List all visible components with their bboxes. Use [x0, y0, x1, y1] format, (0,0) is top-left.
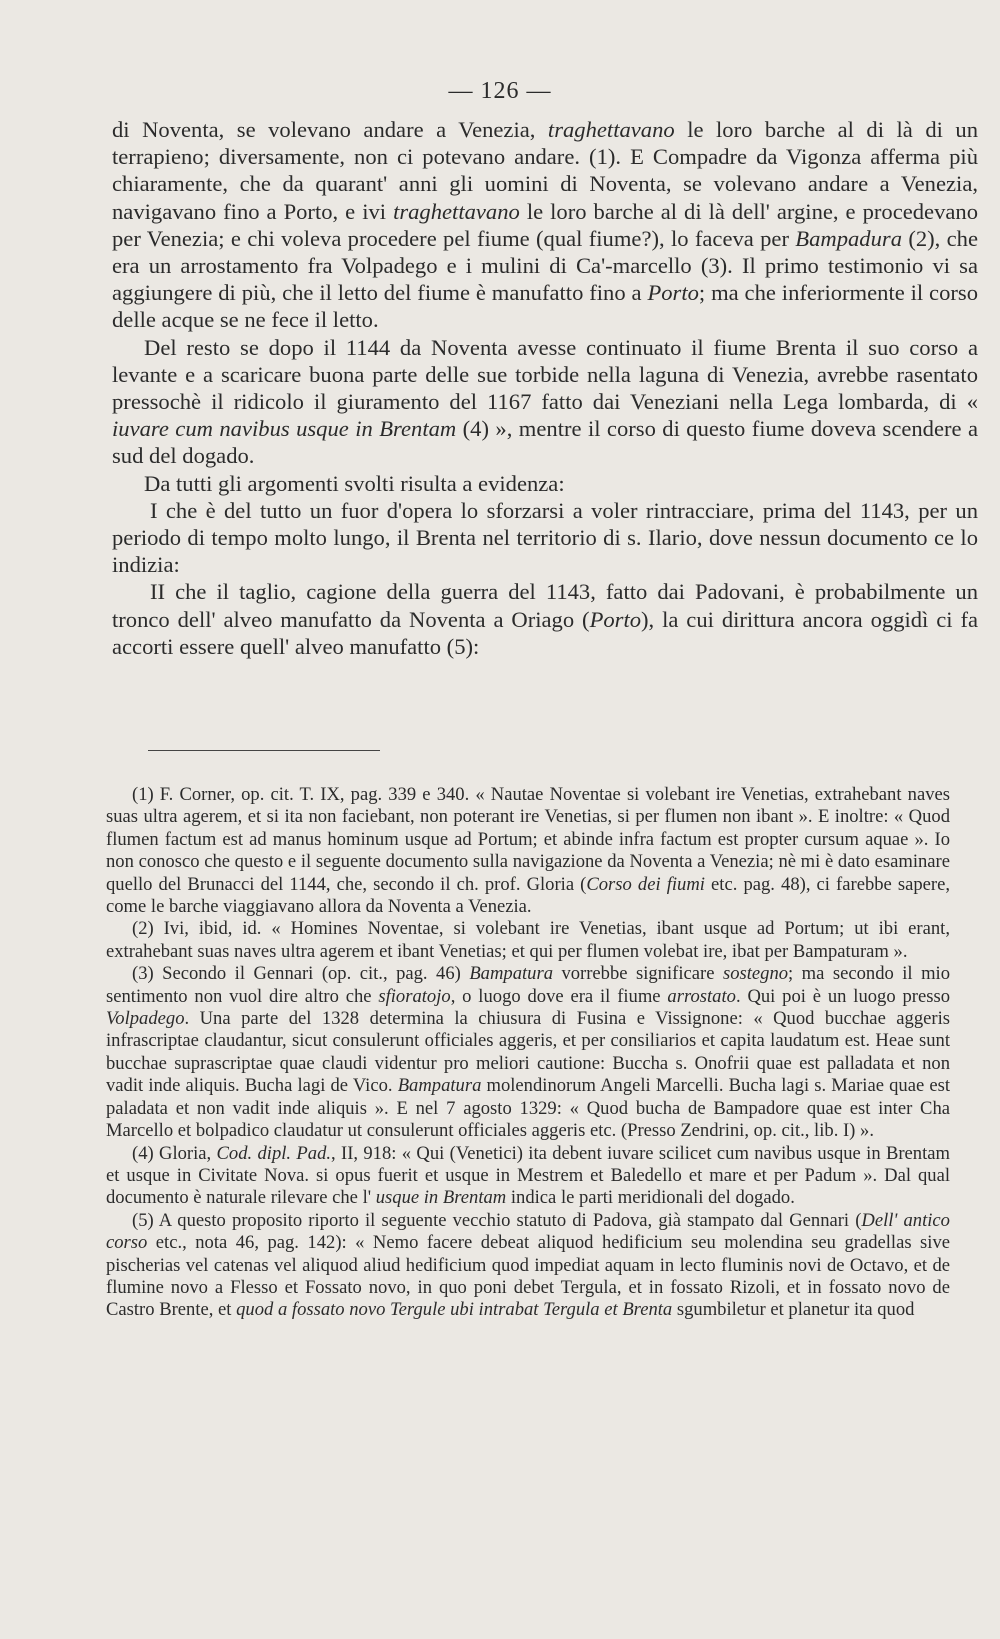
italic-run: Bampatura — [469, 963, 553, 985]
footnote-separator — [148, 750, 380, 751]
paragraph — [112, 334, 978, 470]
italic-run: sfioratojo — [378, 985, 451, 1007]
text-run: ; ma che inferiormente il corso delle acque se ne fece il letto. — [112, 280, 979, 333]
text-run: II che il taglio, cagione della guerra del 1143, fatto dai Padovani, è probabilmente un tronco dell' alveo manufatto da Noventa a Oriago ( — [112, 579, 978, 632]
italic-run: Cod. dipl. Pad. — [216, 1142, 332, 1164]
text-run: indica le parti meridionali del dogado. — [506, 1187, 795, 1209]
italic-run: usque in Brentam — [375, 1187, 507, 1209]
paragraph — [112, 470, 978, 497]
italic-run: Dell' antico corso — [106, 1209, 950, 1254]
text-run: etc. pag. 48), ci farebbe sapere, come le barche viaggiavano allora da Noventa a Venezia. — [106, 873, 951, 918]
text-run: . Una parte del 1328 determina la chiusura di Fusina e Vissignone: « Quod bucchae aggeris infrascriptae claudantur, sicut consulerunt officiales aggeris, et per consiliarios et capita laudatum est. Heae sunt bucchae suprascriptae quae claudi videntur pro meliori cautione: Buccha s. Onofrii quae est palladata et non vadit inde aliquis. Bucha lagi de Vico. — [106, 1008, 950, 1097]
footnotes — [106, 784, 950, 1322]
italic-run: Corso dei fiumi — [586, 873, 705, 895]
text-run: (5) A questo proposito riporto il seguente vecchio statuto di Padova, già stampato dal Gennari ( — [132, 1209, 862, 1231]
text-run: ; ma secondo il mio sentimento non vuol dire altro che — [106, 963, 950, 1007]
footnote-1 — [106, 784, 950, 918]
footnote-4 — [106, 1143, 950, 1210]
text-run: (3) Secondo il Gennari (op. cit., pag. 46) — [132, 963, 470, 985]
conclusion-item-1 — [112, 497, 978, 579]
text-run: le loro barche al di là dell' argine, e procedevano per Venezia; e chi voleva procedere pel fiume (qual fiume?), lo faceva per — [112, 198, 978, 251]
conclusion-item-2 — [112, 578, 978, 660]
text-run: (2) Ivi, ibid, id. « Homines Noventae, si volebant ire Venetias, ibant usque ad Portum; ut ibi erant, extrahebant suas naves ultra agerem et ibant Venetias; et qui per flumen volebat ire, ibat per Bampaturam ». — [106, 918, 950, 962]
paragraph — [112, 116, 978, 334]
italic-run: sostegno — [722, 963, 789, 985]
text-run: (1) F. Corner, op. cit. T. IX, pag. 339 e 340. « Nautae Noventae si volebant ire Venetias, extrahebant naves suas ultra agerem, et si ita non faciebant, non poterant ire Venetias, si per flumen non ibant ». E inoltre: « Quod flumen factum est ad manus hominum usque ad Portum; et abinde infra factum est propter cursum aquae ». Io non conosco che questo e il seguente documento sulla navigazione da Noventa a Venezia; nè mi è dato esaminare quello del Brunacci del 1144, che, secondo il ch. prof. Gloria ( — [106, 784, 950, 895]
text-run: etc., nota 46, pag. 142): « Nemo facere debeat aliquod hedificium seu molendina seu gradellas sive pischerias vel catenas vel aliquod aliud hedificium quod impediat aquam in lecto fluminis novi de Octavo, et de flumine novo a Flesso et Fossato novo, in quo poni debet Tergula, et in fossato Rizoli, et in fossato novo de Castro Brente, et — [106, 1232, 950, 1321]
italic-run: quod a fossato novo Tergule ubi intrabat Tergula et Brenta — [236, 1299, 673, 1321]
text-run: Del resto se dopo il 1144 da Noventa avesse continuato il fiume Brenta il suo corso a levante e a scaricare buona parte delle sue torbide nella laguna di Venezia, avrebbe rasentato pressochè il ridicolo il giuramento del 1167 fatto dai Veneziani nella Lega lombarda, di « — [112, 334, 978, 415]
italic-run: Volpadego — [106, 1008, 185, 1030]
italic-run: arrostato — [667, 985, 736, 1007]
italic-run: iuvare cum navibus usque in Brentam — [112, 416, 457, 442]
italic-run: Bampatura — [397, 1075, 482, 1097]
text-run: sgumbiletur et planetur ita quod — [672, 1299, 915, 1321]
italic-run: Porto — [589, 606, 642, 632]
text-run: ), la cui dirittura ancora oggidì ci fa accorti essere quell' alveo manufatto (5): — [112, 606, 978, 659]
italic-run: traghettavano — [393, 198, 520, 224]
text-run: vorrebbe significare — [552, 963, 723, 985]
text-run: (4) », mentre il corso di questo fiume doveva scendere a sud del dogado. — [112, 416, 979, 469]
page-number: — 126 — — [448, 78, 552, 104]
text-run: , II, 918: « Qui (Venetici) ita debent iuvare scilicet cum navibus usque in Brentam et usque in Civitate Nova. si opus fuerit et usque in Mestrem et Baledello et mare et per Padum ». Dal qual documento è naturale rilevare che l' — [106, 1142, 950, 1209]
footnote-3 — [106, 963, 950, 1142]
text-run: (2), che era un arrostamento fra Volpadego e i mulini di Ca'-marcello (3). Il primo testimonio vi sa aggiungere di più, che il letto del fiume è manufatto fino a — [112, 225, 978, 306]
text-run: di Noventa, se volevano andare a Venezia, — [112, 117, 548, 142]
text-run: I che è del tutto un fuor d'opera lo sforzarsi a voler rintracciare, prima del 1143, per un periodo di tempo molto lungo, il Brenta nel territorio di s. Ilario, dove nessun documento ce lo indizia: — [112, 497, 978, 578]
text-run: (4) Gloria, — [132, 1142, 217, 1164]
main-text — [112, 116, 978, 660]
text-run: le loro barche al di là di un terrapieno; diversamente, non ci potevano andare. (1). E Compadre da Vigonza afferma più chiaramente, che da quarant' anni gli uomini di Noventa, se volevano andare a Venezia, navigavano fino a Porto, e ivi — [112, 117, 978, 224]
text-run: , o luogo dove era il fiume — [450, 985, 668, 1007]
text-run: Da tutti gli argomenti svolti risulta a evidenza: — [144, 470, 565, 496]
text-run: molendinorum Angeli Marcelli. Bucha lagi s. Mariae quae est paladata et non vadit inde aliquis ». E nel 7 agosto 1329: « Quod bucha de Bampadore quae est inter Cha Marcello et bolpadico claudatur ut consulerunt officiales aggeris etc. (Presso Zendrini, op. cit., lib. I) ». — [106, 1075, 950, 1142]
text-run: . Qui poi è un luogo presso — [735, 985, 950, 1007]
italic-run: Porto — [647, 280, 699, 306]
footnote-5 — [106, 1210, 950, 1322]
italic-run: traghettavano — [547, 117, 675, 142]
footnote-2 — [106, 918, 950, 963]
italic-run: Bampadura — [795, 225, 902, 251]
